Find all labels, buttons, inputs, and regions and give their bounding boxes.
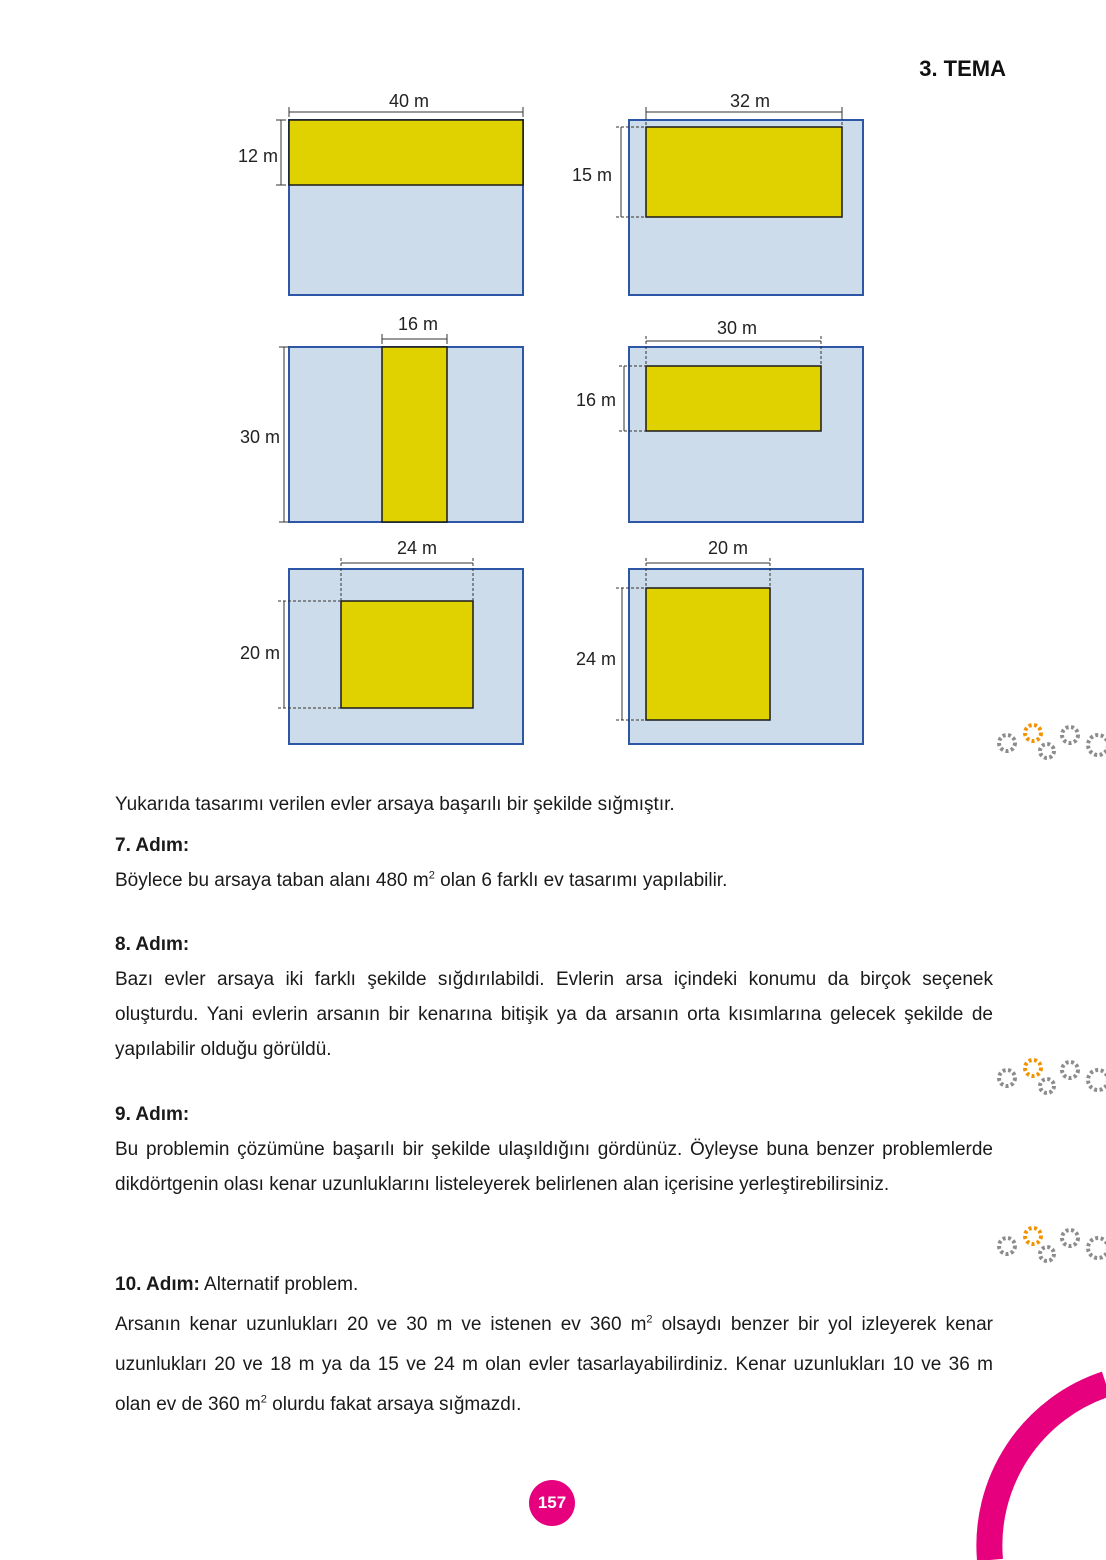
intro-text: Yukarıda tasarımı verilen evler arsaya başarılı bir şekilde sığmıştır. <box>115 794 675 815</box>
step-10-heading: 10. Adım: Alternatif problem. <box>115 1274 359 1295</box>
house-plot-diagrams <box>0 0 1106 760</box>
diagram-6-width: 20 m <box>707 538 749 558</box>
house-3 <box>382 347 447 522</box>
page-number: 157 <box>529 1480 575 1526</box>
diagram-5-width: 24 m <box>396 538 438 558</box>
gears-icon <box>995 1222 1106 1266</box>
diagram-3-height: 30 m <box>239 427 280 447</box>
step-9-title: 9. Adım: <box>115 1104 190 1125</box>
house-1 <box>289 120 523 185</box>
step-8 <box>115 927 993 1067</box>
diagram-4-height: 16 m <box>575 390 616 410</box>
decorative-arc <box>970 1370 1106 1560</box>
gears-icon <box>995 1054 1106 1098</box>
gears-icon <box>995 719 1106 763</box>
diagram-1-height: 12 m <box>237 146 278 166</box>
step-10-text: Arsanın kenar uzunlukları 20 ve 30 m ve istenen ev 360 $m^2$ olsaydı benzer bir yol izleyerek kenar uzunlukları 20 ve 18 m ya da 15 ve 24 m olan evler tasarlayabilirdiniz. Kenar uzunlukları 10 ve 36 m olan ev de 360 $m^2$ olurdu fakat arsaya sığmazdı. <box>115 1313 993 1415</box>
step-8-title: 8. Adım: <box>115 934 190 955</box>
house-4 <box>646 366 821 431</box>
house-5 <box>341 601 473 708</box>
step-9-text: Bu problemin çözümüne başarılı bir şekilde ulaşıldığını gördünüz. Öyleyse buna benzer problemlerde dikdörtgenin olası kenar uzunluklarını listeleyerek belirlenen alan içerisine yerleştirebilirsiniz. <box>115 1139 993 1195</box>
diagram-4-width: 30 m <box>716 318 758 338</box>
diagram-5-height: 20 m <box>239 643 280 663</box>
step-8-text: Bazı evler arsaya iki farklı şekilde sığdırılabildi. Evlerin arsa içindeki konumu da birçok seçenek oluşturdu. Yani evlerin arsanın bir kenarına bitişik ya da arsanın orta kısımlarına gelecek şekilde de yapılabilir olduğu görüldü. <box>115 969 993 1060</box>
step-7-text: Böylece bu arsaya taban alanı 480 $m^2$ olan 6 farklı ev tasarımı yapılabilir. <box>115 869 728 891</box>
house-6 <box>646 588 770 720</box>
house-2 <box>646 127 842 217</box>
step-9 <box>115 1097 993 1202</box>
diagram-3-width: 16 m <box>397 314 439 334</box>
theme-label: 3. TEMA <box>919 56 1006 81</box>
diagram-2-width: 32 m <box>729 91 771 111</box>
diagram-1-width: 40 m <box>388 91 430 111</box>
diagram-6-height: 24 m <box>575 649 616 669</box>
step-7 <box>115 828 993 898</box>
diagram-2-height: 15 m <box>571 165 612 185</box>
step-7-title: 7. Adım: <box>115 835 190 856</box>
step-10 <box>115 1265 993 1425</box>
